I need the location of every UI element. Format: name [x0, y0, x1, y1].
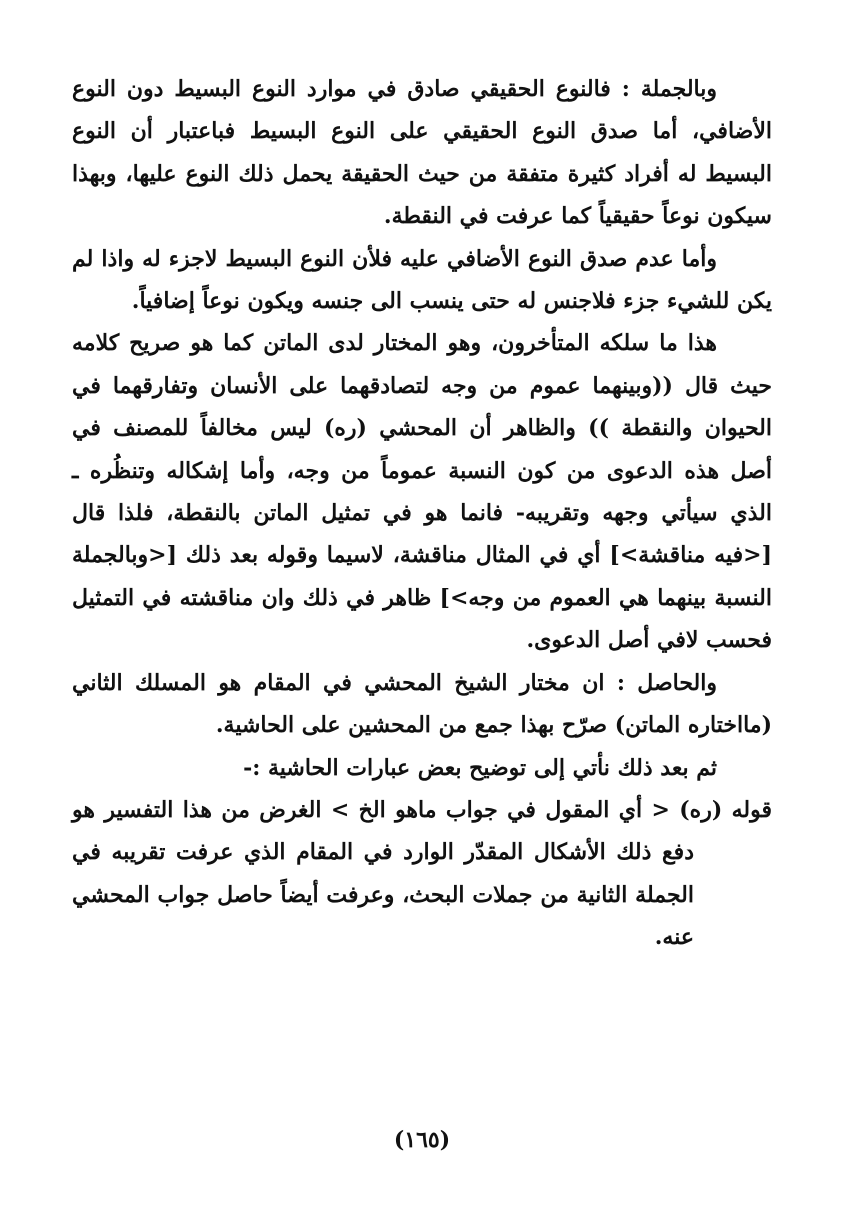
paragraph-commentary-quote: قوله (ره) < أي المقول في جواب ماهو الخ > الغرض من هذا التفسير هو دفع ذلك الأشكال المقدّر الوارد في المقام الذي عرفت تقريبه في الجملة الثانية من جملات البحث، وعرفت أيضاً حاصل جواب المحشي عنه.: [72, 796, 772, 951]
page-body: [72, 68, 772, 959]
paragraph-conclusion: والحاصل : ان مختار الشيخ المحشي في المقام هو المسلك الثاني (مااختاره الماتن) صرّح بهذا جمع من المحشين على الحاشية.: [72, 669, 772, 739]
paragraph-later-scholars: هذا ما سلكه المتأخرون، وهو المختار لدى الماتن كما هو صريح كلامه حيث قال ((وبينهما عموم من وجه لتصادقهما على الأنسان وتفارقهما في الحيوان والنقطة )) والظاهر أن المحشي (ره) ليس مخالفاً للمصنف في أصل هذه الدعوى من كون النسبة عموماً من وجه، وأما إشكاله وتنظُره ـ الذي سيأتي وجهه وتقريبه- فانما هو في تمثيل الماتن بالنقطة، فلذا قال [<فيه مناقشة>] أي في المثال مناقشة، لاسيما وقوله بعد ذلك [<وبالجملة النسبة بينهما هي العموم من وجه>] ظاهر في ذلك وان مناقشته في التمثيل فحسب لافي أصل الدعوى.: [72, 330, 772, 654]
page-number: (١٦٥): [393, 1127, 451, 1153]
paragraph-idafi-type: وأما عدم صدق النوع الأضافي عليه فلأن النوع البسيط لاجزء له واذا لم يكن للشيء جزء فلاجنس له حتى ينسب الى جنسه ويكون نوعاً إضافياً.: [72, 245, 772, 315]
paragraph-transition: ثم بعد ذلك نأتي إلى توضيح بعض عبارات الحاشية :-: [243, 754, 717, 781]
paragraph-summary: وبالجملة : فالنوع الحقيقي صادق في موارد النوع البسيط دون النوع الأضافي، أما صدق النوع الحقيقي على النوع البسيط فباعتبار أن النوع البسيط له أفراد كثيرة متفقة من حيث الحقيقة يحمل ذلك النوع عليها، وبهذا سيكون نوعاً حقيقياً كما عرفت في النقطة.: [72, 76, 772, 230]
